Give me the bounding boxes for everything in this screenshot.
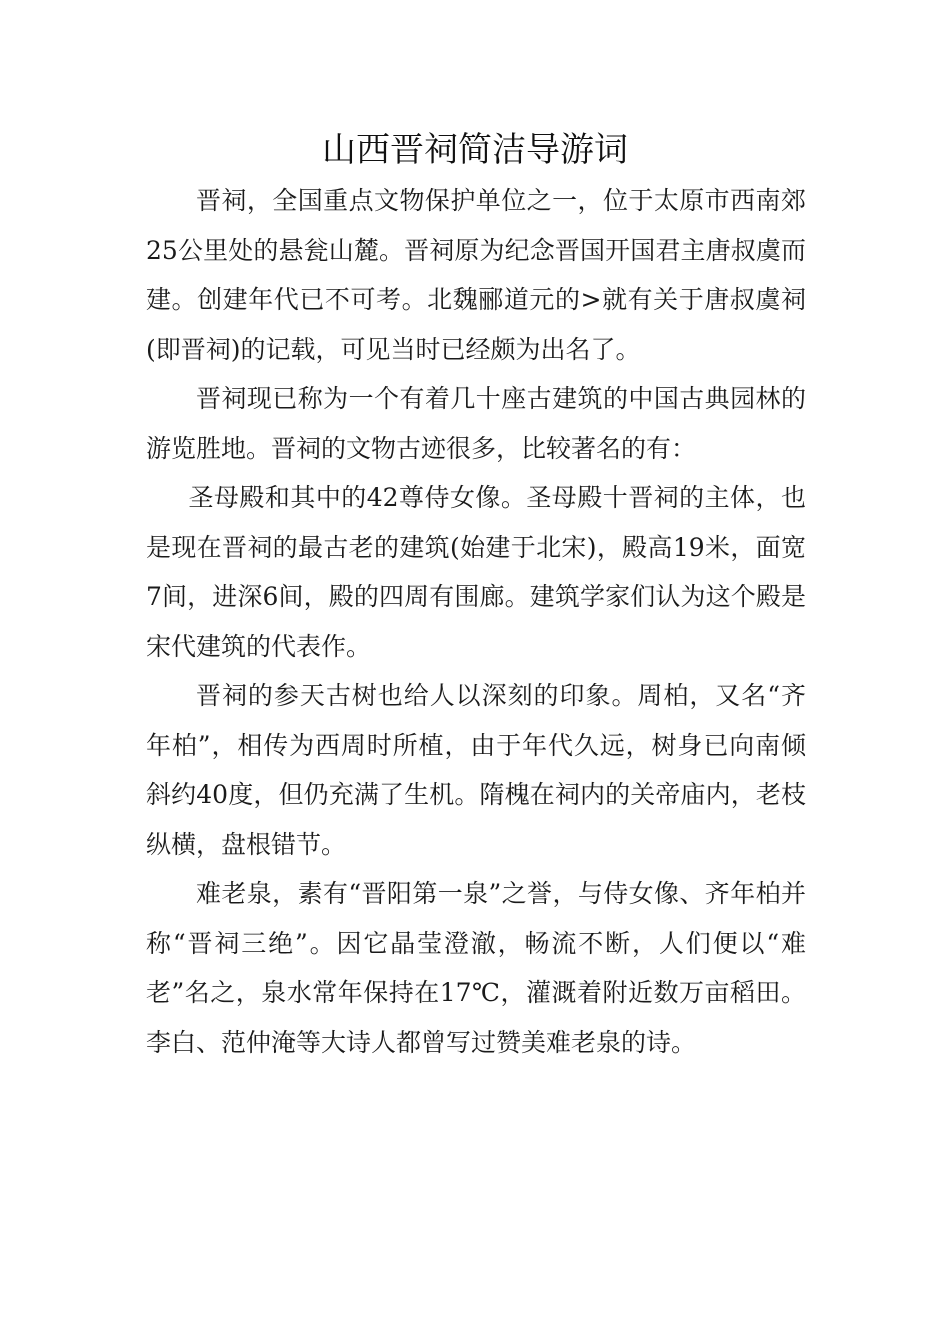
paragraph-5: 难老泉，素有“晋阳第一泉”之誉，与侍女像、齐年柏并称“晋祠三绝”。因它晶莹澄澈，畅流不断，人们便以“难老”名之，泉水常年保持在17℃，灌溉着附近数万亩稻田。李白、范仲淹等大诗人都曾写过赞美难老泉的诗。	[146, 879, 806, 1057]
paragraph-1: 晋祠，全国重点文物保护单位之一，位于太原市西南郊25公里处的悬瓮山麓。晋祠原为纪念晋国开国君主唐叔虞而建。创建年代已不可考。北魏郦道元的>就有关于唐叔虞祠(即晋祠)的记载，可见当时已经颇为出名了。	[146, 186, 806, 364]
document-body	[146, 176, 806, 1067]
paragraph-3: 圣母殿和其中的42尊侍女像。圣母殿十晋祠的主体，也是现在晋祠的最古老的建筑(始建于北宋)，殿高19米，面宽7间，进深6间，殿的四周有围廊。建筑学家们认为这个殿是宋代建筑的代表作。	[146, 483, 806, 661]
document-title: 山西晋祠简洁导游词	[322, 130, 628, 170]
paragraph-2: 晋祠现已称为一个有着几十座古建筑的中国古典园林的游览胜地。晋祠的文物古迹很多，比较著名的有：	[146, 384, 806, 463]
paragraph-4: 晋祠的参天古树也给人以深刻的印象。周柏，又名“齐年柏”，相传为西周时所植，由于年代久远，树身已向南倾斜约40度，但仍充满了生机。隋槐在祠内的关帝庙内，老枝纵横，盘根错节。	[146, 681, 806, 859]
